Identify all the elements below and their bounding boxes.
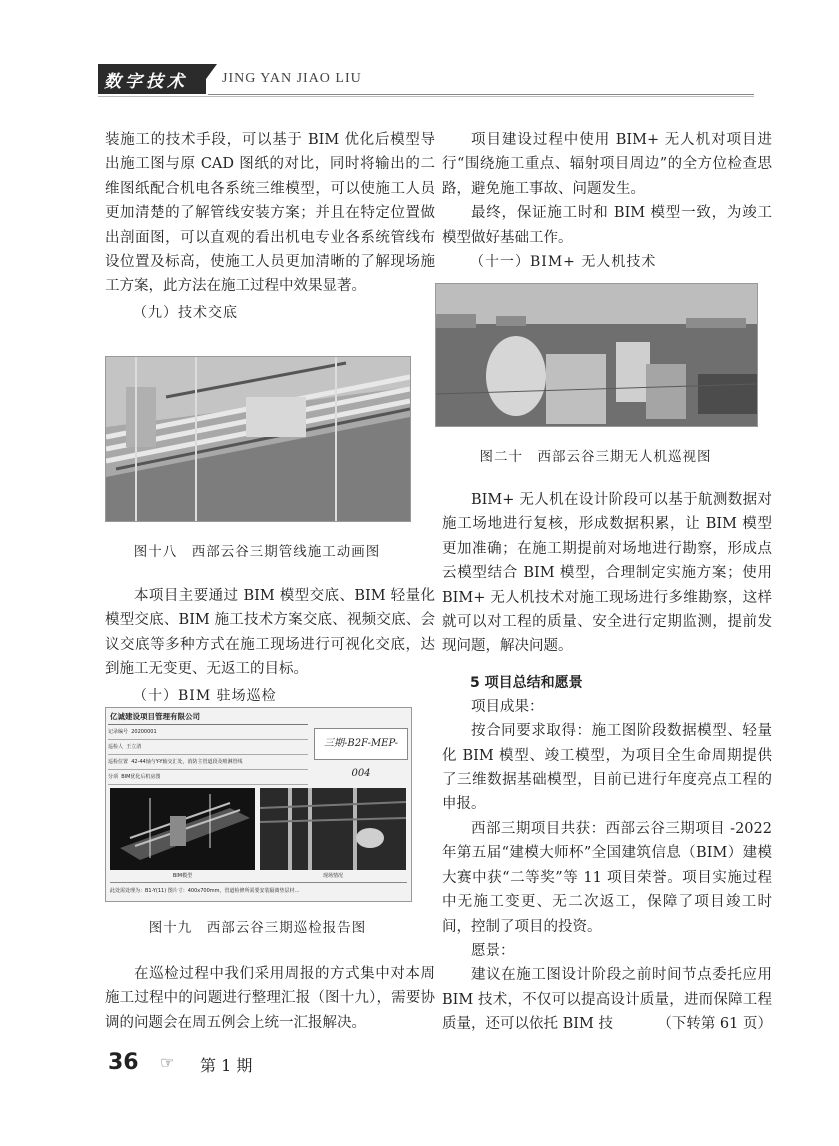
report-row	[108, 770, 308, 785]
left-column	[105, 128, 435, 325]
figure-20-caption: 图二十 西部云谷三期无人机巡视图	[479, 449, 712, 465]
right-column-lower	[442, 488, 772, 1037]
section-5-heading: 5 项目总结和愿景	[470, 674, 583, 691]
right-paragraph-4: 按合同要求取得：施工图阶段数据模型、轻量化 BIM 模型、竣工模型，为项目全生命周期提供了三维数据基础模型，目前已进行年度亮点工程的申报。	[442, 723, 772, 813]
site-label: 现场情况	[322, 873, 343, 879]
right-paragraph-6-text: 建议在施工图设计阶段之前时间节点委托应用 BIM 技术，不仅可以提高设计质量，进而保障工程质量，还可以依托 BIM 技	[442, 967, 772, 1033]
right-paragraph-5: 西部三期项目共获：西部云谷三期项目 -2022 年第五届“建模大师杯”全国建筑信息（BIM）建模大赛中获“二等奖”等 11 项目荣誉。项目实施过程中无施工变更、无二次返工，保障了项目竣工时间，控制了项目的投资。	[442, 820, 772, 935]
page-number: 36	[108, 1050, 139, 1075]
right-column	[442, 128, 772, 274]
heading-10: （十）BIM 驻场巡检	[133, 687, 277, 704]
left-paragraph-1: 装施工的技术手段，可以基于 BIM 优化后模型导出施工图与原 CAD 图纸的对比，同时将输出的二维图纸配合机电各系统三维模型，可以使施工人员更加清楚的了解管线安装方案；并且在特定位置做出剖面图，可以直观的看出机电专业各系统管线布设位置及标高，使施工人员更加清晰的了解现场施工方案，此方法在施工过程中效果显著。	[105, 132, 435, 295]
figure-18-caption: 图十八 西部云谷三期管线施工动画图	[133, 544, 381, 560]
right-paragraph-2: 最终，保证施工时和 BIM 模型一致，为竣工模型做好基础工作。	[442, 205, 772, 246]
results-label: 项目成果：	[471, 698, 544, 715]
report-row	[108, 755, 308, 770]
report-key: 巡检人	[108, 744, 124, 750]
report-value: 王立清	[126, 744, 142, 750]
report-row	[108, 725, 308, 740]
figure-18-image	[105, 356, 411, 522]
left-column-bottom	[105, 962, 435, 1035]
figure-20-drone-photo	[435, 283, 758, 427]
section-tab-tip	[195, 64, 217, 94]
report-company: 亿诚建设项目管理有限公司	[110, 712, 200, 721]
heading-9: （九）技术交底	[133, 304, 238, 321]
report-key: 记录编号	[108, 729, 129, 735]
section-title: 数字技术	[104, 72, 188, 92]
issue-number: 第 1 期	[200, 1056, 253, 1075]
vision-label: 愿景：	[471, 942, 515, 959]
report-footer: 此处需处理为：B1-Y(11) 图片寸：400x700mm，管道检修所需要安装隔离垫层材…	[110, 882, 407, 899]
bim-model-label: BIM模型	[172, 873, 193, 879]
header-rule	[208, 94, 754, 95]
site-photo	[260, 788, 406, 870]
report-value: 20200001	[131, 729, 157, 735]
figure-19-caption: 图十九 西部云谷三期巡检报告图	[148, 920, 367, 936]
left-column-mid	[105, 584, 435, 708]
report-value: BIM优化后机房图	[121, 774, 161, 780]
figure-19-report	[105, 707, 412, 902]
bim-model-image	[110, 788, 255, 870]
heading-11: （十一）BIM+ 无人机技术	[470, 254, 657, 271]
right-paragraph-6	[442, 963, 772, 1036]
report-row	[108, 740, 308, 755]
report-stamp: 三期-B2F-MEP-004	[314, 728, 408, 760]
header-rule-secondary	[98, 96, 754, 97]
report-value: 42-44轴与Y-Y轴交汇处，消防主管道段及喷淋管线	[131, 759, 243, 765]
right-paragraph-1: 项目建设过程中使用 BIM+ 无人机对项目进行“围绕施工重点、辐射项目周边”的全方位检查思路，避免施工事故、问题发生。	[442, 132, 772, 197]
report-key: 分项	[108, 774, 119, 780]
report-info-table	[108, 724, 308, 787]
report-key: 巡检位置	[108, 759, 129, 765]
continued-note: （下转第 61 页）	[657, 1016, 772, 1033]
hand-pointer-icon: ☞	[160, 1053, 175, 1072]
right-paragraph-3: BIM+ 无人机在设计阶段可以基于航测数据对施工场地进行复核，形成数据积累，让 BIM 模型更加准确；在施工期提前对场地进行勘察，形成点云模型结合 BIM 模型，合理制定实施方案；使用 BIM+ 无人机技术对施工现场进行多维勘察，这样就可以对工程的质量、安全进行定期监测，提前发现问题，解决问题。	[442, 492, 772, 655]
left-paragraph-3: 在巡检过程中我们采用周报的方式集中对本周施工过程中的问题进行整理汇报（图十九），需要协调的问题会在周五例会上统一汇报解决。	[105, 966, 435, 1031]
section-subtitle: JING YAN JIAO LIU	[222, 71, 362, 86]
left-paragraph-2: 本项目主要通过 BIM 模型交底、BIM 轻量化模型交底、BIM 施工技术方案交底、视频交底、会议交底等多种方式在施工现场进行可视化交底，达到施工无变更、无返工的目标。	[105, 588, 435, 678]
